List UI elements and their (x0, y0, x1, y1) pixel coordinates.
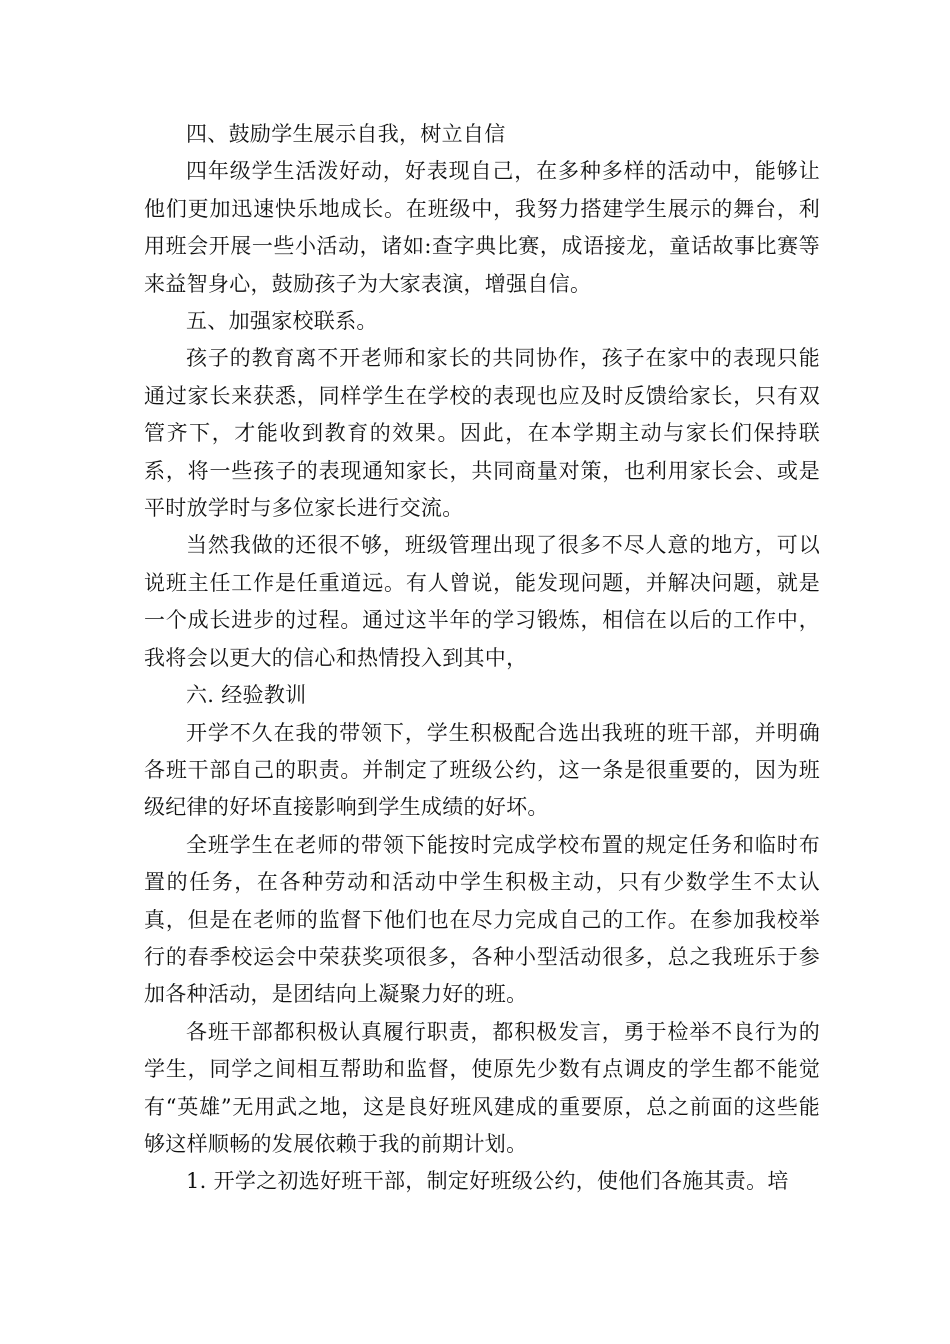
section-heading-5: 五、加强家校联系。 (186, 309, 378, 334)
paragraph: 孩子的教育离不开老师和家长的共同协作，孩子在家中的表现只能通过家长来获悉，同样学生在学校的表现也应及时反馈给家长，只有双管齐下，才能收到教育的效果。因此，在本学期主动与家长们保持联系，将一些孩子的表现通知家长，共同商量对策，也利用家长会、或是平时放学时与多位家长进行交流。 (144, 346, 820, 521)
paragraph: 全班学生在老师的带领下能按时完成学校布置的规定任务和临时布置的任务，在各种劳动和活动中学生积极主动，只有少数学生不太认真，但是在老师的监督下他们也在尽力完成自己的工作。在参加我校举行的春季校运会中荣获奖项很多，各种小型活动很多，总之我班乐于参加各种活动，是团结向上凝聚力好的班。 (144, 832, 820, 1007)
paragraph: 四年级学生活泼好动，好表现自己，在多种多样的活动中，能够让他们更加迅速快乐地成长。在班级中，我努力搭建学生展示的舞台，利用班会开展一些小活动，诸如:查字典比赛，成语接龙，童话故事比赛等来益智身心，鼓励孩子为大家表演，增强自信。 (144, 159, 820, 296)
paragraph: 各班干部都积极认真履行职责，都积极发言，勇于检举不良行为的学生，同学之间相互帮助和监督，使原先少数有点调皮的学生都不能觉有“英雄”无用武之地，这是良好班风建成的重要原，总之前面的这些能够这样顺畅的发展依赖于我的前期计划。 (144, 1019, 820, 1156)
paragraph: 当然我做的还很不够，班级管理出现了很多不尽人意的地方，可以说班主任工作是任重道远。有人曾说，能发现问题，并解决问题，就是一个成长进步的过程。通过这半年的学习锻炼，相信在以后的工作中，我将会以更大的信心和热情投入到其中， (144, 533, 820, 670)
document-body (144, 116, 820, 1201)
paragraph: 开学不久在我的带领下，学生积极配合选出我班的班干部，并明确各班干部自己的职责。并制定了班级公约，这一条是很重要的，因为班级纪律的好坏直接影响到学生成绩的好坏。 (144, 720, 820, 820)
section-heading-4: 四、鼓励学生展示自我，树立自信 (186, 122, 506, 146)
numbered-item: 1. 开学之初选好班干部，制定好班级公约，使他们各施其责。培 (186, 1169, 789, 1194)
section-heading-6: 六. 经验教训 (186, 683, 307, 708)
